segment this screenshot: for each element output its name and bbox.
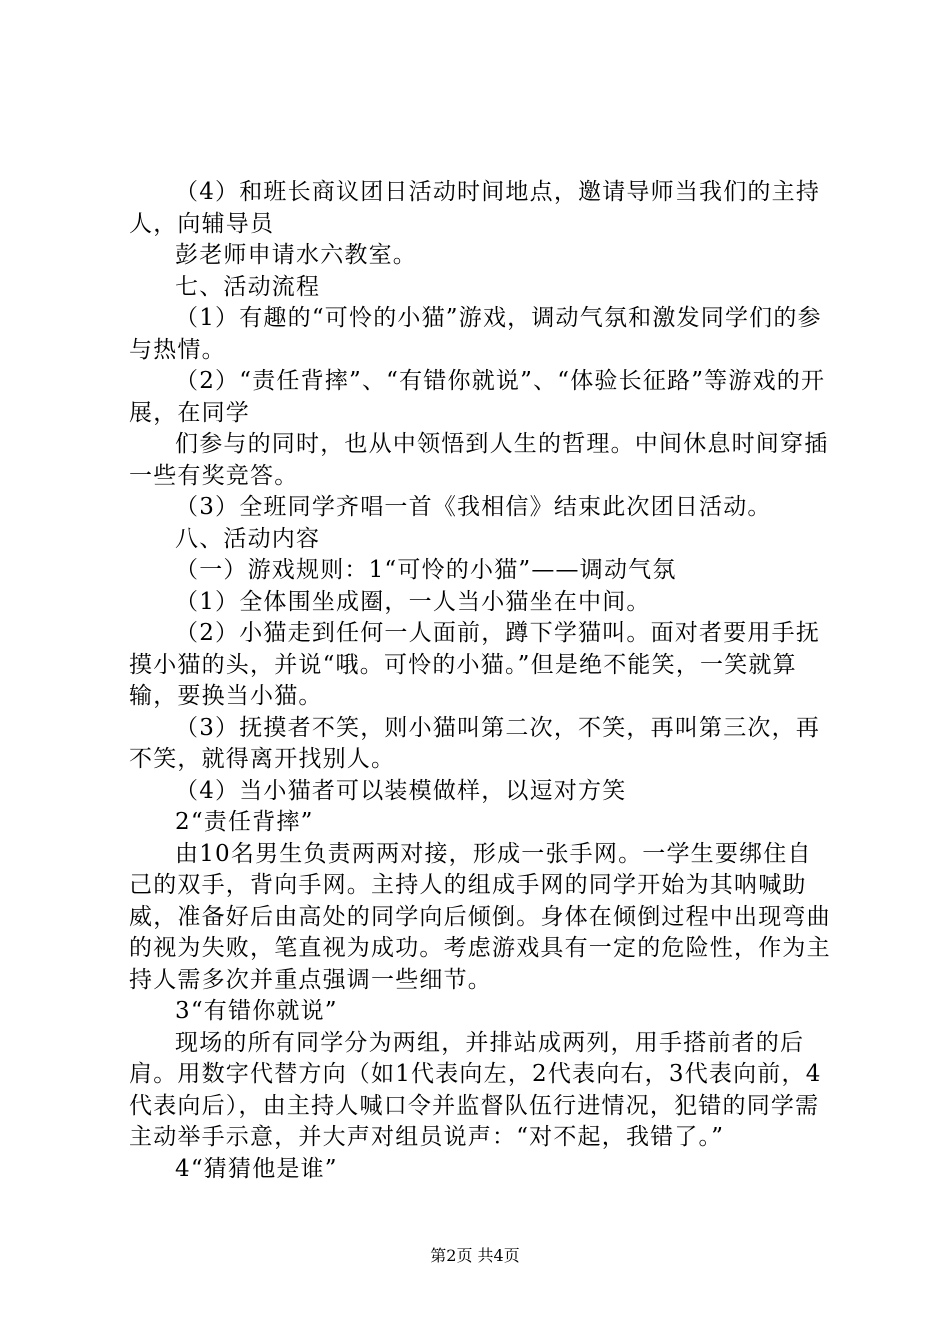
paragraph: （1）有趣的“可怜的小猫”游戏，调动气氛和激发同学们的参与热情。	[129, 305, 822, 363]
subsection-heading: 3“有错你就说”	[175, 998, 338, 1024]
paragraph: （3）全班同学齐唱一首《我相信》结束此次团日活动。	[175, 494, 772, 520]
subsection-heading: 4“猜猜他是谁”	[175, 1155, 338, 1182]
section-heading: 八、活动内容	[175, 525, 321, 552]
paragraph: （1）全体围坐成圈，一人当小猫坐在中间。	[175, 588, 651, 615]
paragraph: （4）当小猫者可以装模做样，以逗对方笑	[175, 777, 627, 804]
document-body	[129, 177, 834, 1185]
section-heading: 七、活动流程	[175, 273, 321, 300]
paragraph: 们参与的同时，也从中领悟到人生的哲理。中间休息时间穿插一些有奖竞答。	[129, 431, 829, 489]
subsection-heading: 2“责任背摔”	[175, 809, 314, 835]
paragraph: （2）小猫走到任何一人面前，蹲下学猫叫。面对者要用手抚摸小猫的头，并说“哦。可怜的小猫。”但是绝不能笑，一笑就算输，要换当小猫。	[129, 620, 821, 709]
paragraph: （3）抚摸者不笑，则小猫叫第二次，不笑，再叫第三次，再不笑，就得离开找别人。	[129, 714, 821, 772]
paragraph: （一）游戏规则：1“可怜的小猫”——调动气氛	[175, 557, 677, 583]
page-number-footer: 第2页 共4页	[430, 1246, 520, 1265]
paragraph: 由10名男生负责两两对接，形成一张手网。一学生要绑住自己的双手，背向手网。主持人的组成手网的同学开始为其呐喊助威，准备好后由高处的同学向后倾倒。身体在倾倒过程中出现弯曲的视为失败，笔直视为成功。考虑游戏具有一定的危险性，作为主持人需多次并重点强调一些细节。	[129, 840, 831, 993]
paragraph: （4）和班长商议团日活动时间地点，邀请导师当我们的主持人，向辅导员	[129, 179, 821, 237]
paragraph: 现场的所有同学分为两组，并排站成两列，用手搭前者的后肩。用数字代替方向（如1代表向左，2代表向右，3代表向前，4代表向后），由主持人喊口令并监督队伍行进情况，犯错的同学需主动举手示意，并大声对组员说声：“对不起，我错了。”	[129, 1029, 822, 1150]
paragraph: 彭老师申请水六教室。	[175, 242, 417, 268]
paragraph: （2）“责任背摔”、“有错你就说”、“体验长征路”等游戏的开展，在同学	[129, 368, 826, 426]
